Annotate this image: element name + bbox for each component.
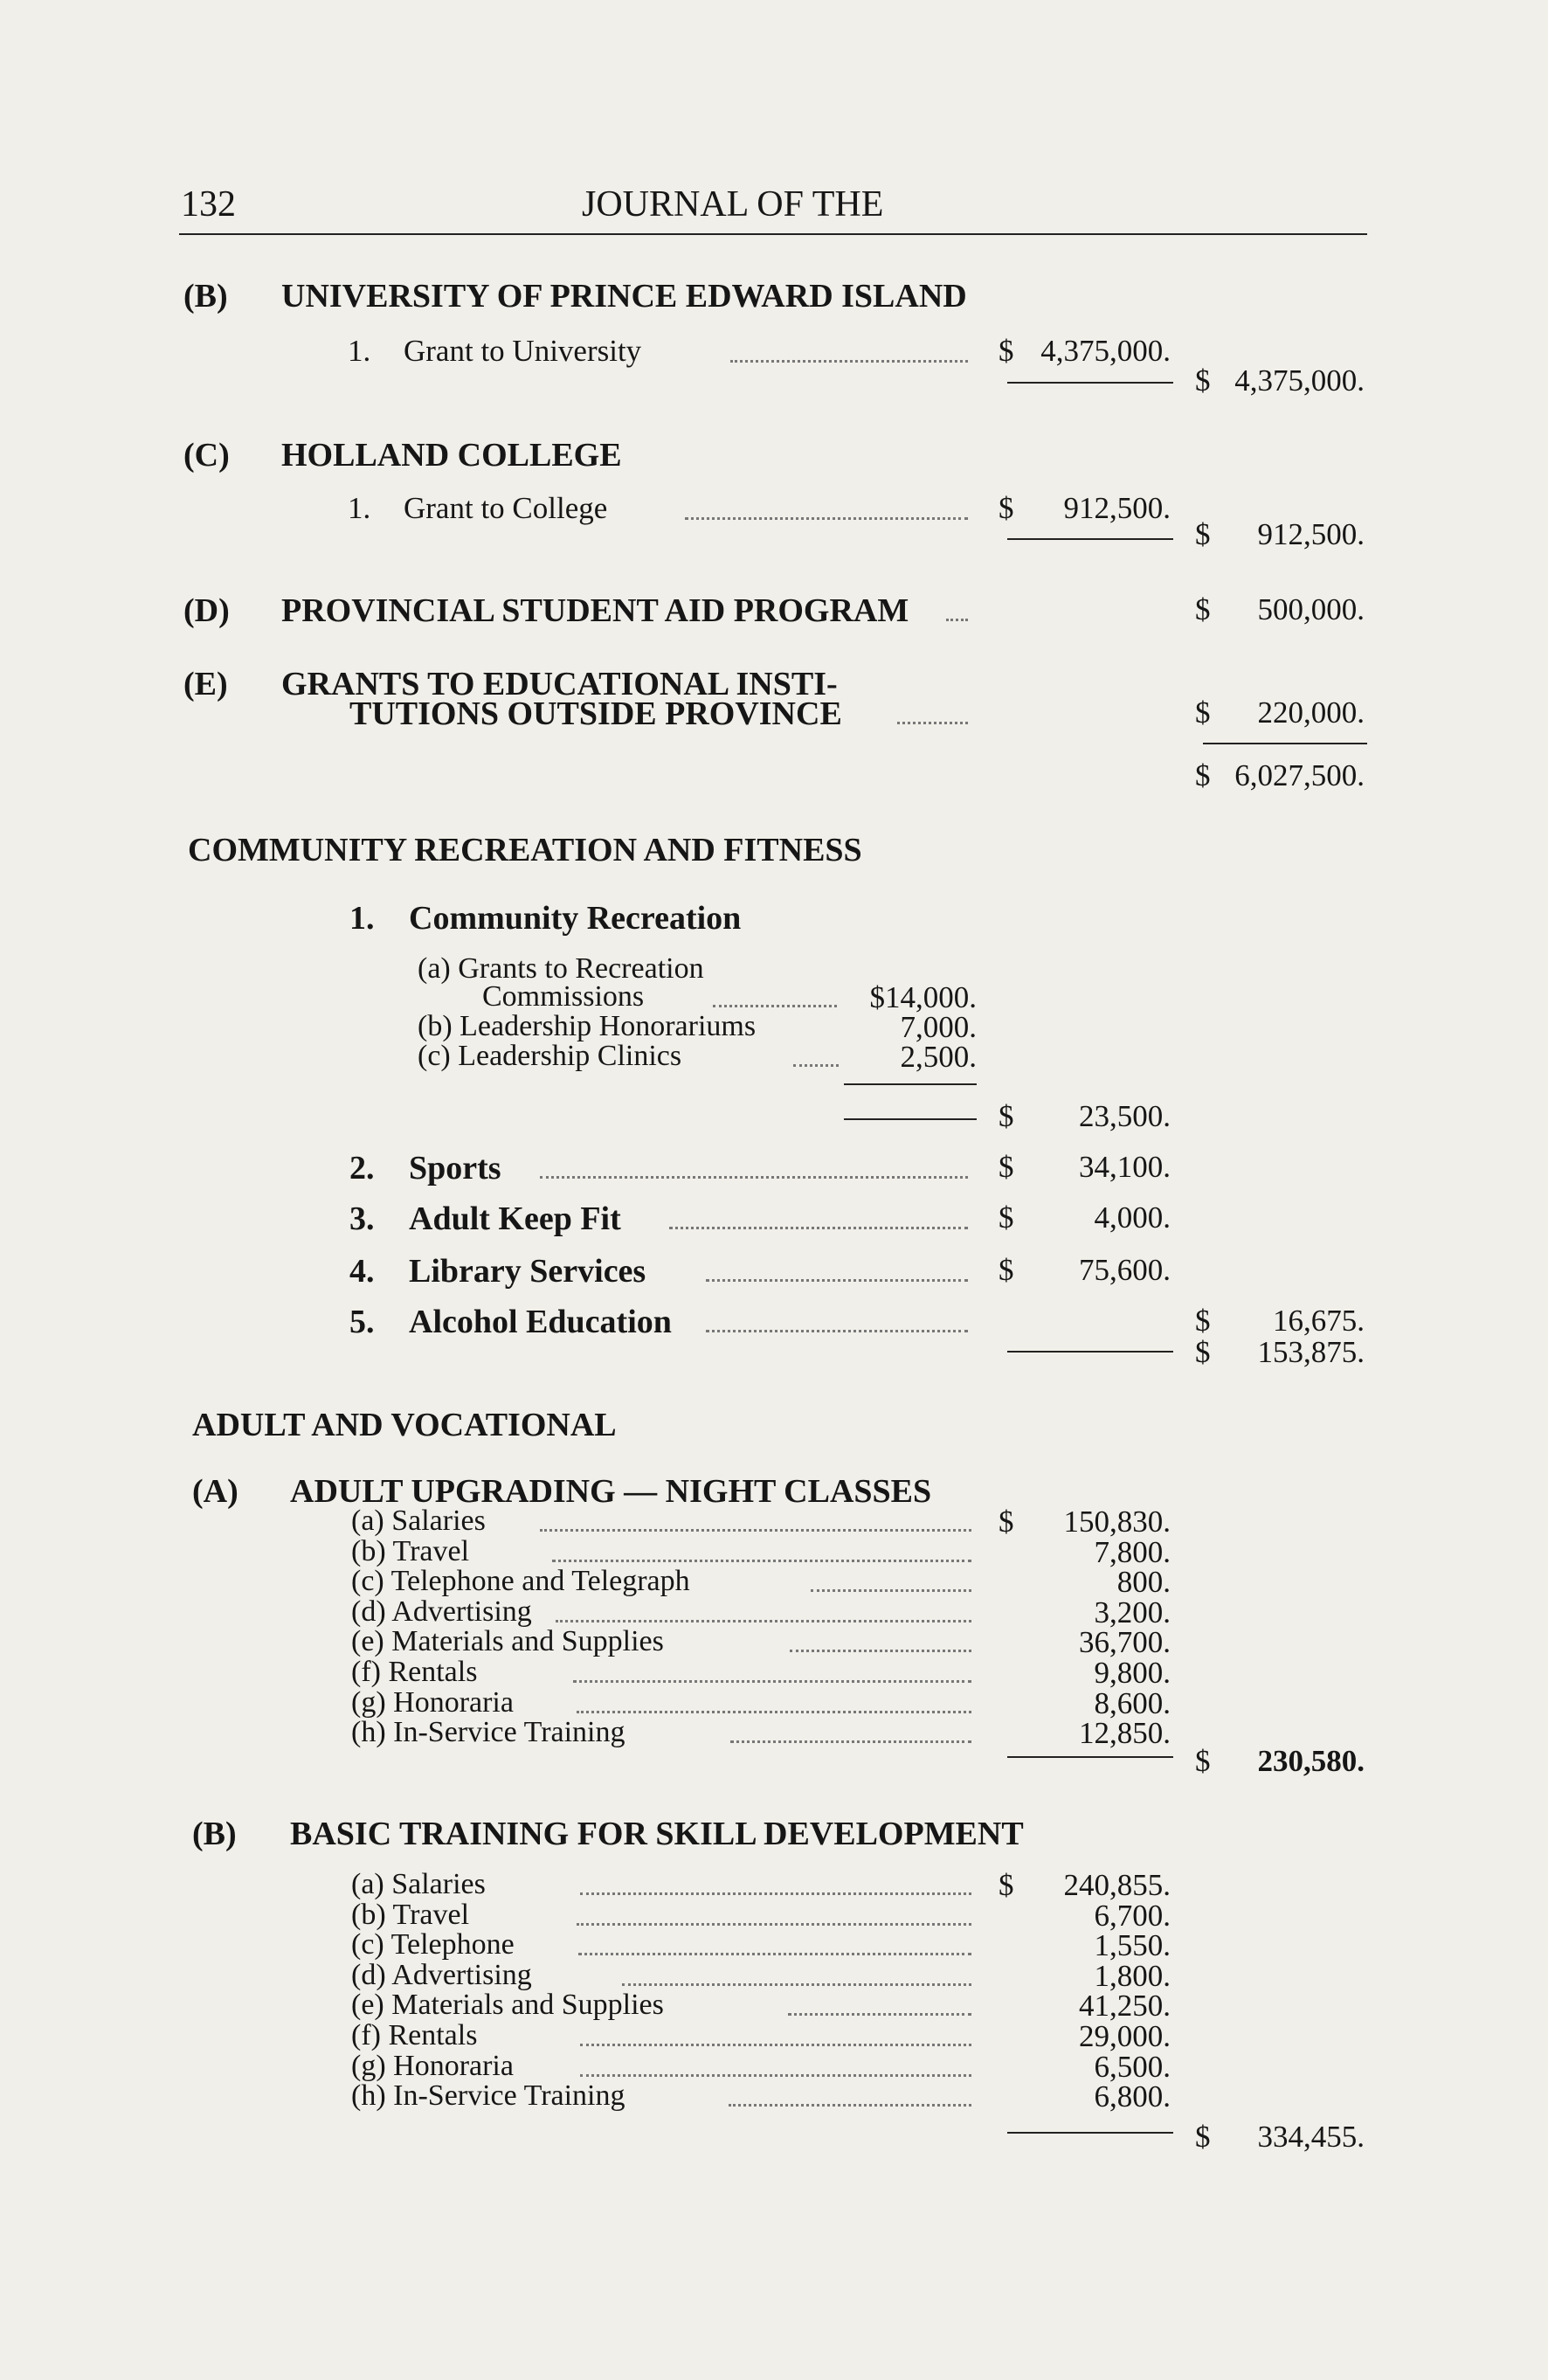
leader-dots xyxy=(669,1227,968,1229)
section-title: ADULT UPGRADING — NIGHT CLASSES xyxy=(290,1473,932,1510)
line-item-label: (c) Telephone and Telegraph xyxy=(351,1565,690,1597)
leader-dots xyxy=(580,2044,971,2046)
subitem-label: (a) Grants to Recreation xyxy=(418,952,704,985)
leader-dots xyxy=(540,1176,968,1179)
line-item-amount: 41,250. xyxy=(1079,1989,1171,2023)
dollar-sign: $ xyxy=(1195,517,1211,551)
section-total: 500,000. xyxy=(1257,592,1365,626)
dollar-sign: $ xyxy=(1195,592,1211,626)
leader-dots xyxy=(811,1589,971,1592)
subtotal-rule xyxy=(844,1083,977,1085)
dollar-sign: $ xyxy=(999,1150,1014,1184)
item-amount: 34,100. xyxy=(1079,1150,1171,1184)
item-number: 1. xyxy=(348,491,371,525)
line-item-amount: 12,850. xyxy=(1079,1716,1171,1750)
line-item-amount: 800. xyxy=(1116,1565,1171,1599)
item-label: Grant to College xyxy=(404,491,608,525)
section-letter: (C) xyxy=(183,437,230,474)
item-amount: 4,000. xyxy=(1094,1200,1171,1235)
leader-dots xyxy=(790,1650,971,1652)
dollar-sign: $ xyxy=(1195,695,1211,730)
dollar-sign: $ xyxy=(1195,1335,1211,1369)
dollar-sign: $ xyxy=(1195,1304,1211,1338)
line-item-amount: 36,700. xyxy=(1079,1625,1171,1659)
leader-dots xyxy=(578,1953,971,1955)
item-number: 2. xyxy=(349,1150,375,1187)
leader-dots xyxy=(577,1711,971,1713)
subitem-amount: 2,500. xyxy=(900,1040,977,1074)
item-amount: 4,375,000. xyxy=(1040,334,1171,368)
subitem-amount: 7,000. xyxy=(900,1010,977,1044)
total-rule xyxy=(1203,743,1367,744)
leader-dots xyxy=(946,619,968,621)
line-item-amount: 1,800. xyxy=(1094,1959,1171,1993)
leader-dots xyxy=(897,722,968,724)
section-total: 4,375,000. xyxy=(1234,363,1365,398)
leader-dots xyxy=(730,1740,971,1743)
subitem-label: (c) Leadership Clinics xyxy=(418,1040,682,1072)
line-item-label: (d) Advertising xyxy=(351,1595,532,1628)
section-title: BASIC TRAINING FOR SKILL DEVELOPMENT xyxy=(290,1816,1024,1852)
subtotal-rule xyxy=(1007,1756,1173,1758)
section-total: 153,875. xyxy=(1257,1335,1365,1369)
line-item-label: (a) Salaries xyxy=(351,1868,486,1900)
dollar-sign: $ xyxy=(1195,2120,1211,2154)
leader-dots xyxy=(706,1279,968,1282)
item-label: Library Services xyxy=(409,1253,646,1290)
item-number: 1. xyxy=(349,900,375,937)
leader-dots xyxy=(556,1620,971,1622)
dollar-sign: $ xyxy=(999,334,1014,368)
leader-dots xyxy=(622,1983,971,1986)
item-number: 4. xyxy=(349,1253,375,1290)
subitem-label-cont: Commissions xyxy=(482,980,645,1013)
line-item-label: (g) Honoraria xyxy=(351,1686,514,1719)
section-letter: (B) xyxy=(192,1816,237,1852)
subitem-label: (b) Leadership Honorariums xyxy=(418,1010,757,1042)
subtotal-rule xyxy=(1007,1351,1173,1353)
section-title: HOLLAND COLLEGE xyxy=(281,437,622,474)
running-title: JOURNAL OF THE xyxy=(582,184,884,225)
dollar-sign: $ xyxy=(999,1868,1014,1902)
line-item-amount: 150,830. xyxy=(1063,1505,1171,1539)
item-label: Grant to University xyxy=(404,334,642,368)
item-label: Community Recreation xyxy=(409,900,742,937)
section-letter: (E) xyxy=(183,666,228,702)
leader-dots xyxy=(713,1005,837,1007)
leader-dots xyxy=(577,1923,971,1926)
line-item-label: (h) In-Service Training xyxy=(351,2079,625,2112)
leader-dots xyxy=(573,1680,971,1683)
dollar-sign: $ xyxy=(1195,1744,1211,1778)
subtotal-rule xyxy=(1007,538,1173,540)
subtotal-rule xyxy=(1007,382,1173,384)
line-item-label: (g) Honoraria xyxy=(351,2050,514,2082)
line-item-amount: 240,855. xyxy=(1063,1868,1171,1902)
dollar-sign: $ xyxy=(999,491,1014,525)
dollar-sign: $ xyxy=(1195,758,1211,792)
item-label: Alcohol Education xyxy=(409,1304,672,1340)
line-item-label: (b) Travel xyxy=(351,1535,470,1567)
dollar-sign: $ xyxy=(999,1505,1014,1539)
section-title: UNIVERSITY OF PRINCE EDWARD ISLAND xyxy=(281,278,967,315)
item-amount: 75,600. xyxy=(1079,1253,1171,1287)
section-letter: (B) xyxy=(183,278,228,315)
page-number: 132 xyxy=(181,184,236,225)
line-item-amount: 1,550. xyxy=(1094,1928,1171,1962)
line-item-amount: 8,600. xyxy=(1094,1686,1171,1720)
line-item-label: (c) Telephone xyxy=(351,1928,515,1961)
leader-dots xyxy=(706,1330,968,1332)
dollar-sign: $ xyxy=(999,1200,1014,1235)
item-number: 1. xyxy=(348,334,371,368)
item-amount: 912,500. xyxy=(1063,491,1171,525)
leader-dots xyxy=(730,360,968,363)
line-item-label: (a) Salaries xyxy=(351,1505,486,1537)
dollar-sign: $ xyxy=(999,1253,1014,1287)
item-number: 5. xyxy=(349,1304,375,1340)
line-item-amount: 6,700. xyxy=(1094,1899,1171,1933)
leader-dots xyxy=(788,2013,971,2016)
line-item-label: (e) Materials and Supplies xyxy=(351,1625,664,1657)
line-item-label: (h) In-Service Training xyxy=(351,1716,625,1748)
section-total: 220,000. xyxy=(1257,695,1365,730)
leader-dots xyxy=(685,517,968,520)
line-item-amount: 7,800. xyxy=(1094,1535,1171,1569)
line-item-label: (d) Advertising xyxy=(351,1959,532,1991)
section-title: PROVINCIAL STUDENT AID PROGRAM xyxy=(281,592,909,629)
section-title: ADULT AND VOCATIONAL xyxy=(192,1407,617,1443)
item-amount: 23,500. xyxy=(1079,1099,1171,1133)
item-label: Sports xyxy=(409,1150,501,1187)
line-item-label: (e) Materials and Supplies xyxy=(351,1989,664,2021)
leader-dots xyxy=(729,2104,971,2107)
section-title-line1: GRANTS TO EDUCATIONAL INSTI- xyxy=(281,666,838,702)
section-letter: (D) xyxy=(183,592,230,629)
subitem-amount: $14,000. xyxy=(869,980,977,1014)
line-item-amount: 29,000. xyxy=(1079,2019,1171,2053)
section-total: 230,580. xyxy=(1257,1744,1365,1778)
section-title-line2: TUTIONS OUTSIDE PROVINCE xyxy=(349,695,842,732)
line-item-amount: 6,500. xyxy=(1094,2050,1171,2084)
leader-dots xyxy=(552,1560,971,1562)
dollar-sign: $ xyxy=(999,1099,1014,1133)
section-total: 334,455. xyxy=(1257,2120,1365,2154)
item-amount: 16,675. xyxy=(1273,1304,1365,1338)
leader-dots xyxy=(540,1529,971,1532)
line-item-label: (f) Rentals xyxy=(351,1656,478,1688)
leader-dots xyxy=(580,1892,971,1895)
subtotal-rule xyxy=(1007,2132,1173,2134)
line-item-amount: 6,800. xyxy=(1094,2079,1171,2114)
subtotal-rule xyxy=(844,1118,977,1120)
section-total: 912,500. xyxy=(1257,517,1365,551)
line-item-amount: 9,800. xyxy=(1094,1656,1171,1690)
line-item-amount: 3,200. xyxy=(1094,1595,1171,1629)
line-item-label: (b) Travel xyxy=(351,1899,470,1931)
item-number: 3. xyxy=(349,1200,375,1237)
leader-dots xyxy=(580,2074,971,2077)
grand-total: 6,027,500. xyxy=(1234,758,1365,792)
header-rule xyxy=(179,233,1367,235)
line-item-label: (f) Rentals xyxy=(351,2019,478,2051)
item-label: Adult Keep Fit xyxy=(409,1200,621,1237)
section-letter: (A) xyxy=(192,1473,238,1510)
dollar-sign: $ xyxy=(1195,363,1211,398)
section-title: COMMUNITY RECREATION AND FITNESS xyxy=(188,832,862,868)
